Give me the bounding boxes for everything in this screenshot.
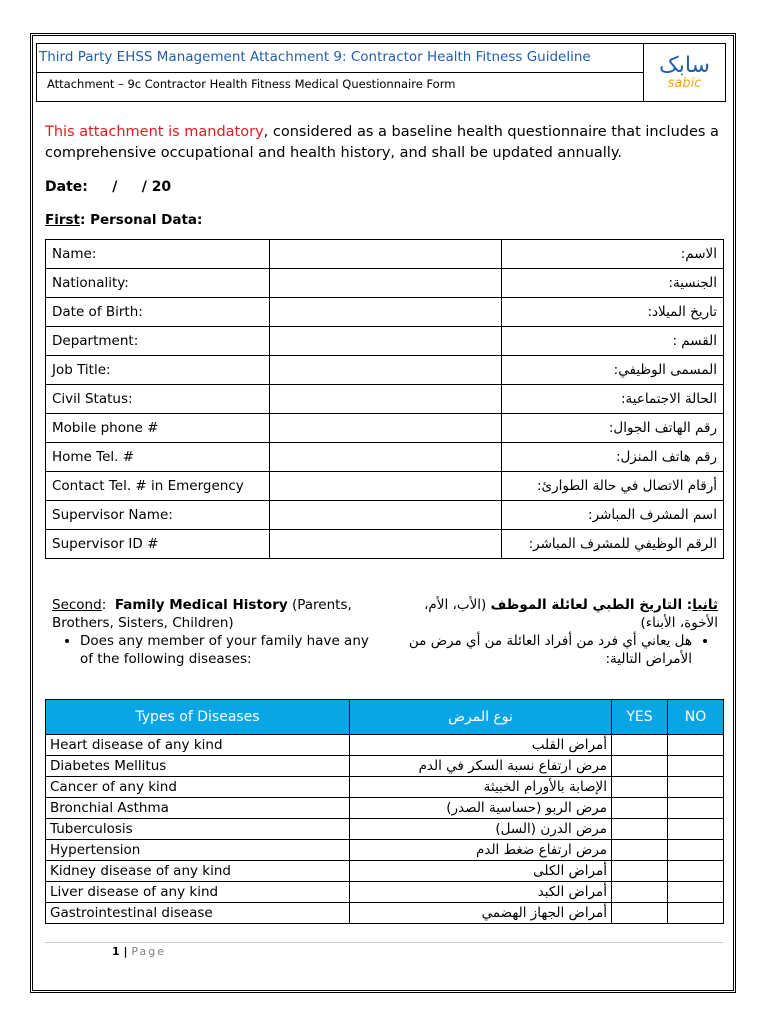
page-footer [112,945,166,958]
field-label-english: Mobile phone # [46,414,270,443]
second-label: Second [52,597,102,613]
personal-data-row [46,530,724,559]
yes-checkbox-cell[interactable] [612,735,668,756]
disease-name-arabic: أمراض الكبد [350,882,612,903]
field-label-english: Date of Birth: [46,298,270,327]
yes-checkbox-cell[interactable] [612,903,668,924]
disease-name-arabic: أمراض الجهاز الهضمي [350,903,612,924]
field-value-input[interactable] [270,298,502,327]
disease-row [46,819,724,840]
disease-table [45,699,724,924]
field-label-arabic: المسمى الوظيفي: [502,356,724,385]
field-label-english: Supervisor ID # [46,530,270,559]
header-disease-type-arabic: نوع المرض [350,700,612,735]
disease-name-english: Bronchial Asthma [46,798,350,819]
field-value-input[interactable] [270,530,502,559]
sabic-logo [643,44,725,101]
field-label-arabic: تاريخ الميلاد: [502,298,724,327]
personal-data-row [46,501,724,530]
disease-row [46,735,724,756]
intro-rest-text: , considered as a baseline health questionnaire that includes a comprehensive occupational and health history, and shall be updated annually. [45,124,719,161]
header-yes: YES [612,700,668,735]
field-label-arabic: الحالة الاجتماعية: [502,385,724,414]
personal-data-row [46,298,724,327]
date-line: Date: / / 20 [45,179,172,195]
personal-data-heading [45,212,202,228]
no-checkbox-cell[interactable] [668,819,724,840]
second-paren: (Parents, Brothers, Sisters, Children) [52,597,352,631]
personal-data-table [45,239,724,559]
field-label-english: Job Title: [46,356,270,385]
field-value-input[interactable] [270,501,502,530]
no-checkbox-cell[interactable] [668,903,724,924]
second-bullet-arabic: • هل يعاني أي فرد من أفراد العائلة من أي مرض من الأمراض التالية: [400,632,692,668]
field-value-input[interactable] [270,269,502,298]
field-label-english: Home Tel. # [46,443,270,472]
family-history-heading: Second: Family Medical History (Parents, Brothers, Sisters, Children) • Does any member of your family have any of the following diseases: [52,596,382,668]
personal-data-row [46,327,724,356]
family-history-heading-arabic [400,596,718,668]
footer-divider [45,942,723,943]
logo-english-text: sabic [667,75,702,91]
disease-name-english: Tuberculosis [46,819,350,840]
second-bullet: • Does any member of your family have any of the following diseases: [80,632,382,668]
field-value-input[interactable] [270,443,502,472]
page-number: 1 [112,945,120,958]
footer-separator: | [119,945,132,958]
field-label-english: Department: [46,327,270,356]
logo-arabic-text: سابک [659,52,710,78]
disease-row [46,798,724,819]
disease-name-english: Cancer of any kind [46,777,350,798]
field-label-arabic: أرقام الاتصال في حالة الطوارئ: [502,472,724,501]
field-label-arabic: الاسم: [502,240,724,269]
yes-checkbox-cell[interactable] [612,882,668,903]
first-title: : Personal Data: [80,212,203,228]
yes-checkbox-cell[interactable] [612,861,668,882]
disease-name-english: Gastrointestinal disease [46,903,350,924]
field-label-english: Nationality: [46,269,270,298]
personal-data-row [46,356,724,385]
document-header [36,43,726,102]
no-checkbox-cell[interactable] [668,798,724,819]
field-label-arabic: الجنسية: [502,269,724,298]
field-label-english: Civil Status: [46,385,270,414]
disease-name-arabic: أمراض الكلى [350,861,612,882]
disease-name-arabic: أمراض القلب [350,735,612,756]
disease-name-arabic: الإصابة بالأورام الخبيثة [350,777,612,798]
yes-checkbox-cell[interactable] [612,798,668,819]
field-value-input[interactable] [270,472,502,501]
disease-name-arabic: مرض ارتفاع نسبة السكر في الدم [350,756,612,777]
field-label-arabic: القسم : [502,327,724,356]
header-subtitle: Attachment – 9c Contractor Health Fitness Medical Questionnaire Form [47,77,456,91]
yes-checkbox-cell[interactable] [612,777,668,798]
personal-data-row [46,385,724,414]
disease-row [46,861,724,882]
personal-data-row [46,472,724,501]
personal-data-row [46,414,724,443]
field-label-english: Contact Tel. # in Emergency [46,472,270,501]
second-label-arabic: ثانيا [692,597,718,613]
field-value-input[interactable] [270,385,502,414]
yes-checkbox-cell[interactable] [612,819,668,840]
personal-data-row [46,269,724,298]
field-label-english: Supervisor Name: [46,501,270,530]
field-value-input[interactable] [270,240,502,269]
header-no: NO [668,700,724,735]
disease-name-arabic: مرض الدرن (السل) [350,819,612,840]
disease-row [46,840,724,861]
field-label-arabic: رقم هاتف المنزل: [502,443,724,472]
no-checkbox-cell[interactable] [668,840,724,861]
disease-name-english: Liver disease of any kind [46,882,350,903]
disease-row [46,777,724,798]
no-checkbox-cell[interactable] [668,756,724,777]
yes-checkbox-cell[interactable] [612,756,668,777]
second-paren-arabic: (الأب، الأم، الأخوة، الأبناء) [424,597,718,631]
disease-row [46,882,724,903]
no-checkbox-cell[interactable] [668,861,724,882]
header-types-of-diseases: Types of Diseases [46,700,350,735]
field-value-input[interactable] [270,356,502,385]
header-title: Third Party EHSS Management Attachment 9: Contractor Health Fitness Guideline [37,44,643,73]
field-label-arabic: اسم المشرف المباشر: [502,501,724,530]
intro-paragraph [45,122,735,164]
first-label: First [45,212,80,228]
no-checkbox-cell[interactable] [668,882,724,903]
second-title: Family Medical History [114,597,288,613]
no-checkbox-cell[interactable] [668,735,724,756]
disease-name-arabic: مرض الربو (حساسية الصدر) [350,798,612,819]
disease-name-arabic: مرض ارتفاع ضغط الدم [350,840,612,861]
page-label: Page [131,945,166,958]
field-label-arabic: رقم الهاتف الجوال: [502,414,724,443]
mandatory-text: This attachment is mandatory [45,124,264,140]
disease-name-english: Diabetes Mellitus [46,756,350,777]
field-value-input[interactable] [270,414,502,443]
personal-data-row [46,443,724,472]
yes-checkbox-cell[interactable] [612,840,668,861]
second-title-arabic: : التاريخ الطبي لعائلة الموظف [490,597,693,613]
disease-name-english: Kidney disease of any kind [46,861,350,882]
field-label-english: Name: [46,240,270,269]
disease-row [46,903,724,924]
no-checkbox-cell[interactable] [668,777,724,798]
field-label-arabic: الرقم الوظيفي للمشرف المباشر: [502,530,724,559]
disease-name-english: Hypertension [46,840,350,861]
disease-row [46,756,724,777]
field-value-input[interactable] [270,327,502,356]
disease-name-english: Heart disease of any kind [46,735,350,756]
personal-data-row [46,240,724,269]
